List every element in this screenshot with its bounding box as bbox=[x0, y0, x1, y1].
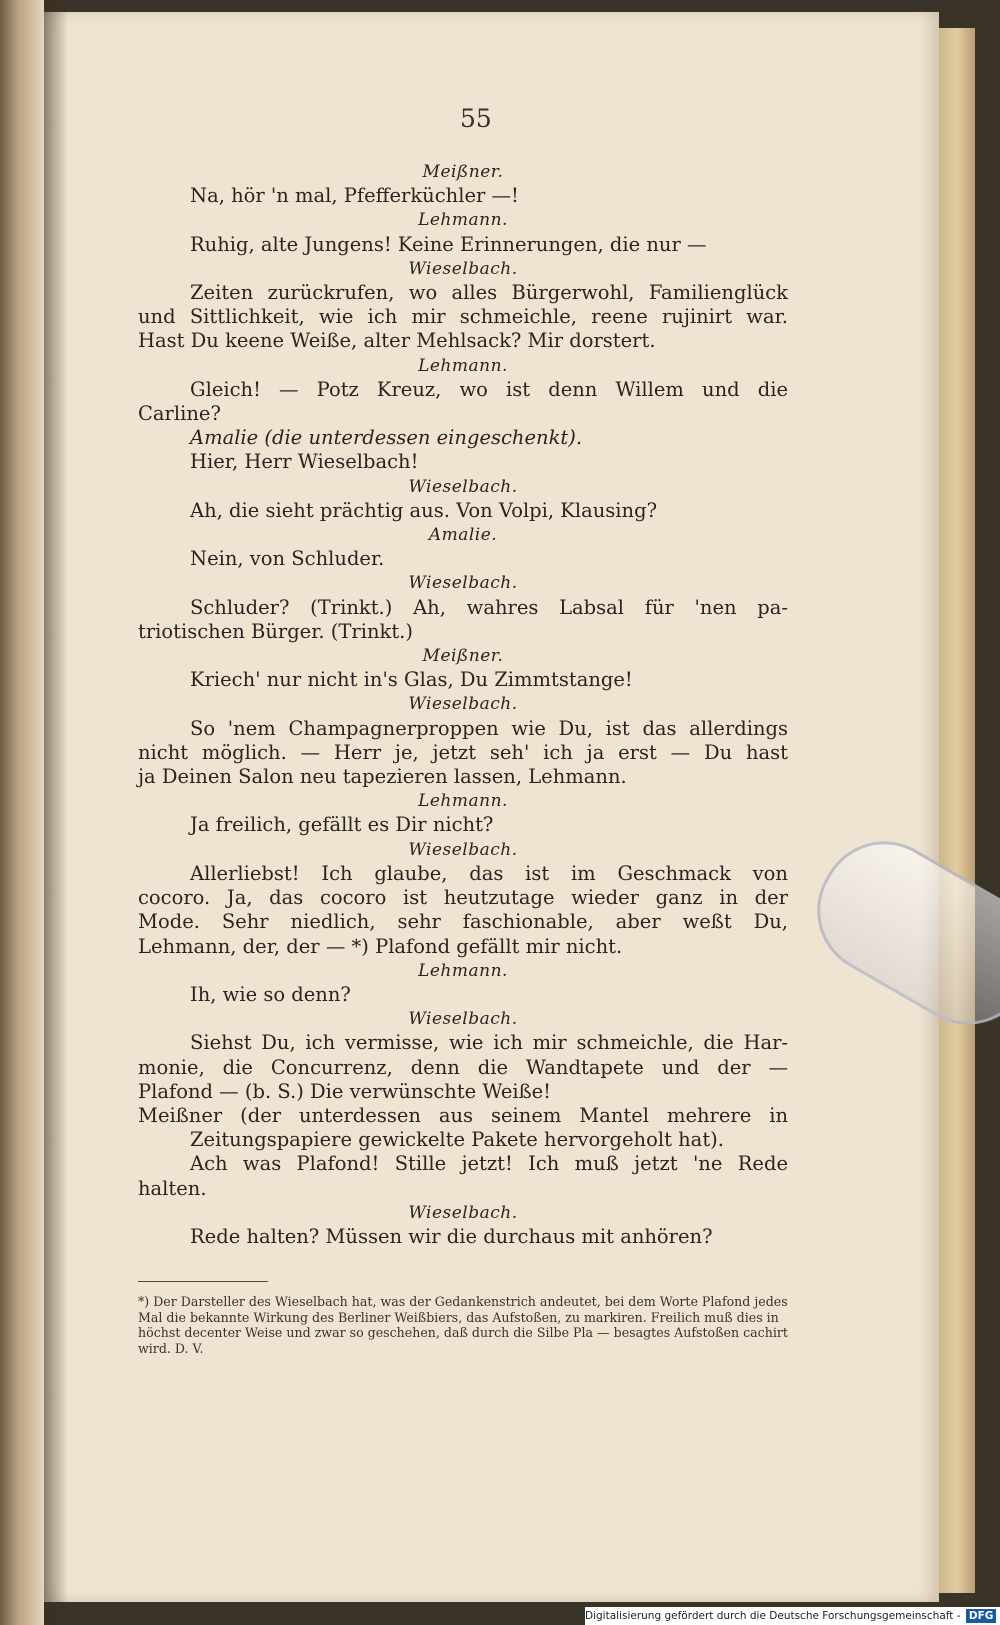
speaker-name: Lehmann. bbox=[418, 210, 508, 231]
speaker-name: Wieselbach. bbox=[408, 573, 518, 594]
speaker-name: Wieselbach. bbox=[408, 1009, 518, 1030]
text-line: triotischen Bürger. (Trinkt.) bbox=[138, 619, 413, 643]
speaker-name: Meißner. bbox=[422, 646, 504, 667]
text-line: Na, hör 'n mal, Pfefferküchler —! bbox=[190, 184, 519, 208]
text-line: cocoro. Ja, das cocoro ist heutzutage wieder ganz in der bbox=[138, 886, 788, 910]
text-line: Zeiten zurückrufen, wo alles Bürgerwohl, Familienglück bbox=[190, 281, 788, 305]
text-line: ja Deinen Salon neu tapezieren lassen, Lehmann. bbox=[138, 765, 627, 789]
text-line: Plafond — (b. S.) Die verwünschte Weiße! bbox=[138, 1079, 552, 1103]
speaker-name: Wieselbach. bbox=[408, 839, 518, 860]
speaker-name: Wieselbach. bbox=[408, 476, 518, 497]
text-line: Hier, Herr Wieselbach! bbox=[190, 450, 419, 474]
speaker-name: Lehmann. bbox=[418, 960, 508, 981]
text-line: Nein, von Schluder. bbox=[190, 547, 385, 571]
text-line: und Sittlichkeit, wie ich mir schmeichle, reene rujinirt war. bbox=[138, 305, 788, 329]
text-line: Meißner (der unterdessen aus seinem Mantel mehrere in bbox=[138, 1103, 788, 1127]
footnote-rule bbox=[138, 1281, 268, 1282]
text-line: Zeitungspapiere gewickelte Pakete hervorgeholt hat). bbox=[190, 1128, 724, 1152]
text-line: monie, die Concurrenz, denn die Wandtapete und der — bbox=[138, 1055, 788, 1079]
speaker-name: Wieselbach. bbox=[408, 1202, 518, 1223]
credit-text: Digitalisierung gefördert durch die Deutsche Forschungsgemeinschaft - bbox=[585, 1610, 961, 1622]
text-line: Gleich! — Potz Kreuz, wo ist denn Willem und die bbox=[190, 377, 788, 401]
text-line: Hast Du keene Weiße, alter Mehlsack? Mir dorstert. bbox=[138, 329, 656, 353]
text-line: Lehmann, der, der — *) Plafond gefällt mir nicht. bbox=[138, 934, 623, 958]
text-line: Ah, die sieht prächtig aus. Von Volpi, Klausing? bbox=[190, 498, 658, 522]
page-number: 55 bbox=[460, 104, 492, 133]
text-line: halten. bbox=[138, 1176, 207, 1200]
text-line: Ih, wie so denn? bbox=[190, 982, 351, 1006]
text-line: Ja freilich, gefällt es Dir nicht? bbox=[190, 813, 494, 837]
speaker-name: Lehmann. bbox=[418, 791, 508, 812]
speaker-name: Wieselbach. bbox=[408, 694, 518, 715]
text-line: Siehst Du, ich vermisse, wie ich mir schmeichle, die Har- bbox=[190, 1031, 788, 1055]
speaker-name: Wieselbach. bbox=[408, 258, 518, 279]
facing-page-edge bbox=[0, 0, 44, 1625]
body-text bbox=[138, 160, 788, 1249]
text-line: So 'nem Champagnerproppen wie Du, ist das allerdings bbox=[190, 716, 788, 740]
text-line: nicht möglich. — Herr je, jetzt seh' ich ja erst — Du hast bbox=[138, 740, 788, 764]
speaker-name: Meißner. bbox=[422, 162, 504, 182]
text-line: Rede halten? Müssen wir die durchaus mit anhören? bbox=[190, 1224, 713, 1248]
digitization-credit bbox=[585, 1607, 1000, 1625]
footnote: *) Der Darsteller des Wieselbach hat, was der Gedankenstrich andeutet, bei dem Worte Plafond jedes Mal die bekannte Wirkung des Berliner Weißbiers, das Aufstoßen, zu markiren. Freilich muß dies in höchst decenter Weise und zwar so geschehen, daß durch die Silbe Pla — besagtes Aufstoßen cachirt wird. D. V. bbox=[138, 1294, 788, 1356]
text-line: Ach was Plafond! Stille jetzt! Ich muß jetzt 'ne Rede bbox=[190, 1152, 788, 1176]
spine-shadow bbox=[44, 0, 68, 1625]
text-line: Kriech' nur nicht in's Glas, Du Zimmtstange! bbox=[190, 668, 633, 692]
text-line: Mode. Sehr niedlich, sehr faschionable, aber weßt Du, bbox=[138, 910, 788, 934]
text-line: Carline? bbox=[138, 402, 221, 426]
text-line: Amalie (die unterdessen eingeschenkt). bbox=[190, 426, 583, 450]
speaker-name: Lehmann. bbox=[418, 355, 508, 376]
speaker-name: Amalie. bbox=[428, 525, 498, 546]
dfg-logo: DFG bbox=[966, 1609, 997, 1623]
page-stack-edge bbox=[939, 28, 975, 1593]
text-line: Allerliebst! Ich glaube, das ist im Geschmack von bbox=[190, 861, 788, 885]
text-line: Ruhig, alte Jungens! Keine Erinnerungen, die nur — bbox=[190, 232, 707, 256]
text-line: Schluder? (Trinkt.) Ah, wahres Labsal für 'nen pa- bbox=[190, 595, 788, 619]
